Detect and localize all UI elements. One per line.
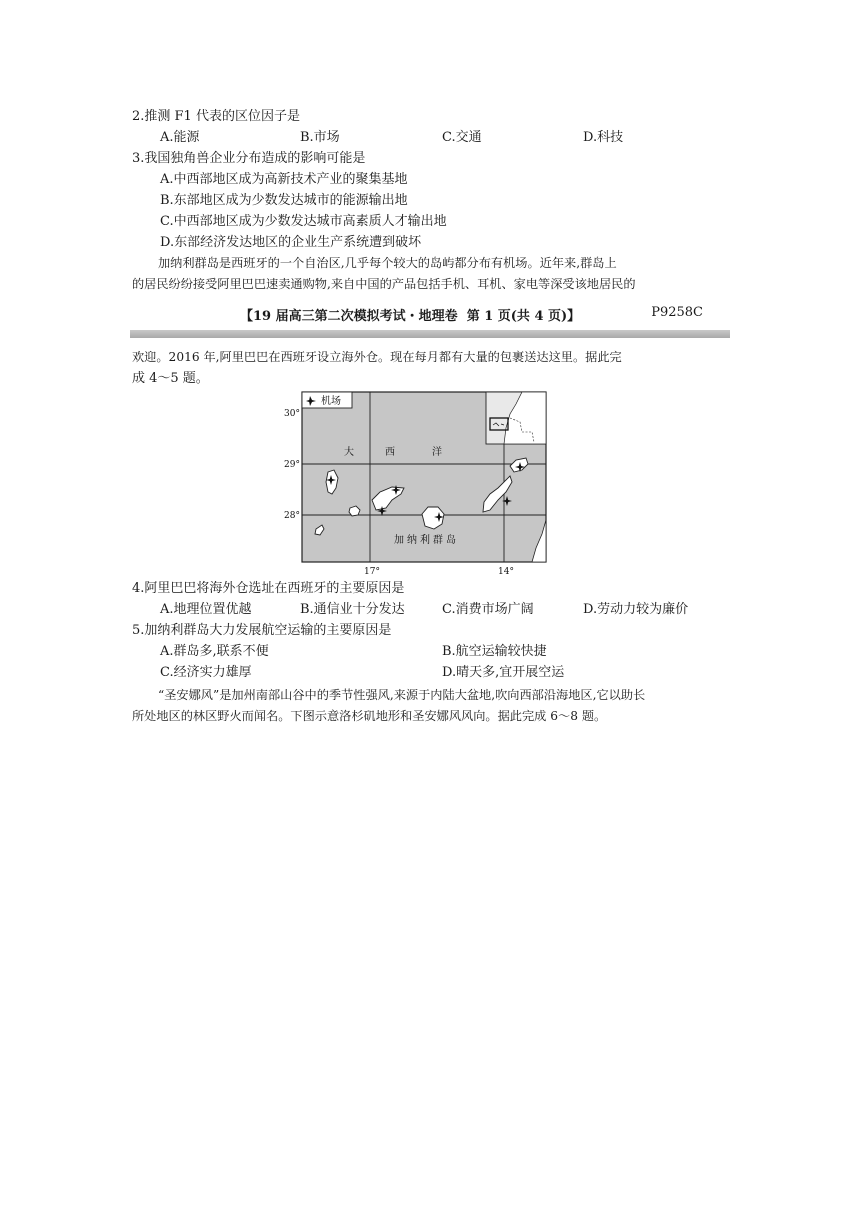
lat-label-30: 30°	[284, 409, 300, 419]
canary-islands-map	[284, 388, 554, 578]
islands-label: 加纳利群岛	[394, 535, 459, 546]
passage-2-line-1: “圣安娜风”是加州南部山谷中的季节性强风,来源于内陆大盆地,吹向西部沿海地区,它以助长	[158, 688, 646, 702]
question-2-option-a[interactable]: A.能源	[160, 130, 200, 145]
footer-code: P9258C	[651, 305, 703, 320]
question-5-stem: 5.加纳利群岛大力发展航空运输的主要原因是	[132, 623, 392, 638]
question-3-stem: 3.我国独角兽企业分布造成的影响可能是	[132, 151, 366, 166]
question-5-option-b[interactable]: B.航空运输较快捷	[442, 644, 547, 659]
ocean-label-2: 西	[385, 447, 395, 458]
ocean-label-3: 洋	[432, 447, 442, 458]
question-3-option-c[interactable]: C.中西部地区成为少数发达城市高素质人才输出地	[160, 214, 447, 229]
ocean-label-1: 大	[344, 447, 354, 458]
legend-label: 机场	[321, 396, 341, 407]
question-2-option-b[interactable]: B.市场	[300, 130, 340, 145]
page-footer	[132, 305, 727, 323]
lat-label-29: 29°	[284, 460, 300, 470]
question-2-option-d[interactable]: D.科技	[583, 130, 624, 145]
question-3-option-b[interactable]: B.东部地区成为少数发达城市的能源输出地	[160, 193, 408, 208]
question-4-option-b[interactable]: B.通信业十分发达	[300, 602, 405, 617]
footer-title: 【19 届高三第二次模拟考试・地理卷 第 1 页(共 4 页)】	[240, 309, 581, 324]
question-4-option-c[interactable]: C.消费市场广阔	[442, 602, 534, 617]
question-4-stem: 4.阿里巴巴将海外仓选址在西班牙的主要原因是	[132, 581, 405, 596]
question-5-option-d[interactable]: D.晴天多,宜开展空运	[442, 665, 565, 680]
question-2-option-c[interactable]: C.交通	[442, 130, 482, 145]
page-divider	[130, 330, 730, 338]
passage-1-line-2: 的居民纷纷接受阿里巴巴速卖通购物,来自中国的产品包括手机、耳机、家电等深受该地居民的	[132, 277, 636, 291]
question-5-option-c[interactable]: C.经济实力雄厚	[160, 665, 252, 680]
passage-1-line-4: 成 4～5 题。	[132, 371, 209, 386]
question-4-option-a[interactable]: A.地理位置优越	[160, 602, 252, 617]
question-5-option-a[interactable]: A.群岛多,联系不便	[160, 644, 269, 659]
lon-label-14: 14°	[498, 567, 514, 577]
lat-label-28: 28°	[284, 511, 300, 521]
question-4-option-d[interactable]: D.劳动力较为廉价	[583, 602, 689, 617]
passage-1-line-3: 欢迎。2016 年,阿里巴巴在西班牙设立海外仓。现在每月都有大量的包裹送达这里。据此完	[132, 350, 622, 364]
question-3-option-d[interactable]: D.东部经济发达地区的企业生产系统遭到破坏	[160, 235, 422, 250]
passage-2-line-2: 所处地区的林区野火而闻名。下图示意洛杉矶地形和圣安娜风风向。据此完成 6～8 题。	[132, 709, 607, 723]
passage-1-line-1: 加纳利群岛是西班牙的一个自治区,几乎每个较大的岛屿都分布有机场。近年来,群岛上	[158, 256, 617, 270]
question-2-stem: 2.推测 F1 代表的区位因子是	[132, 109, 300, 124]
lon-label-17: 17°	[364, 567, 380, 577]
question-3-option-a[interactable]: A.中西部地区成为高新技术产业的聚集基地	[160, 172, 408, 187]
